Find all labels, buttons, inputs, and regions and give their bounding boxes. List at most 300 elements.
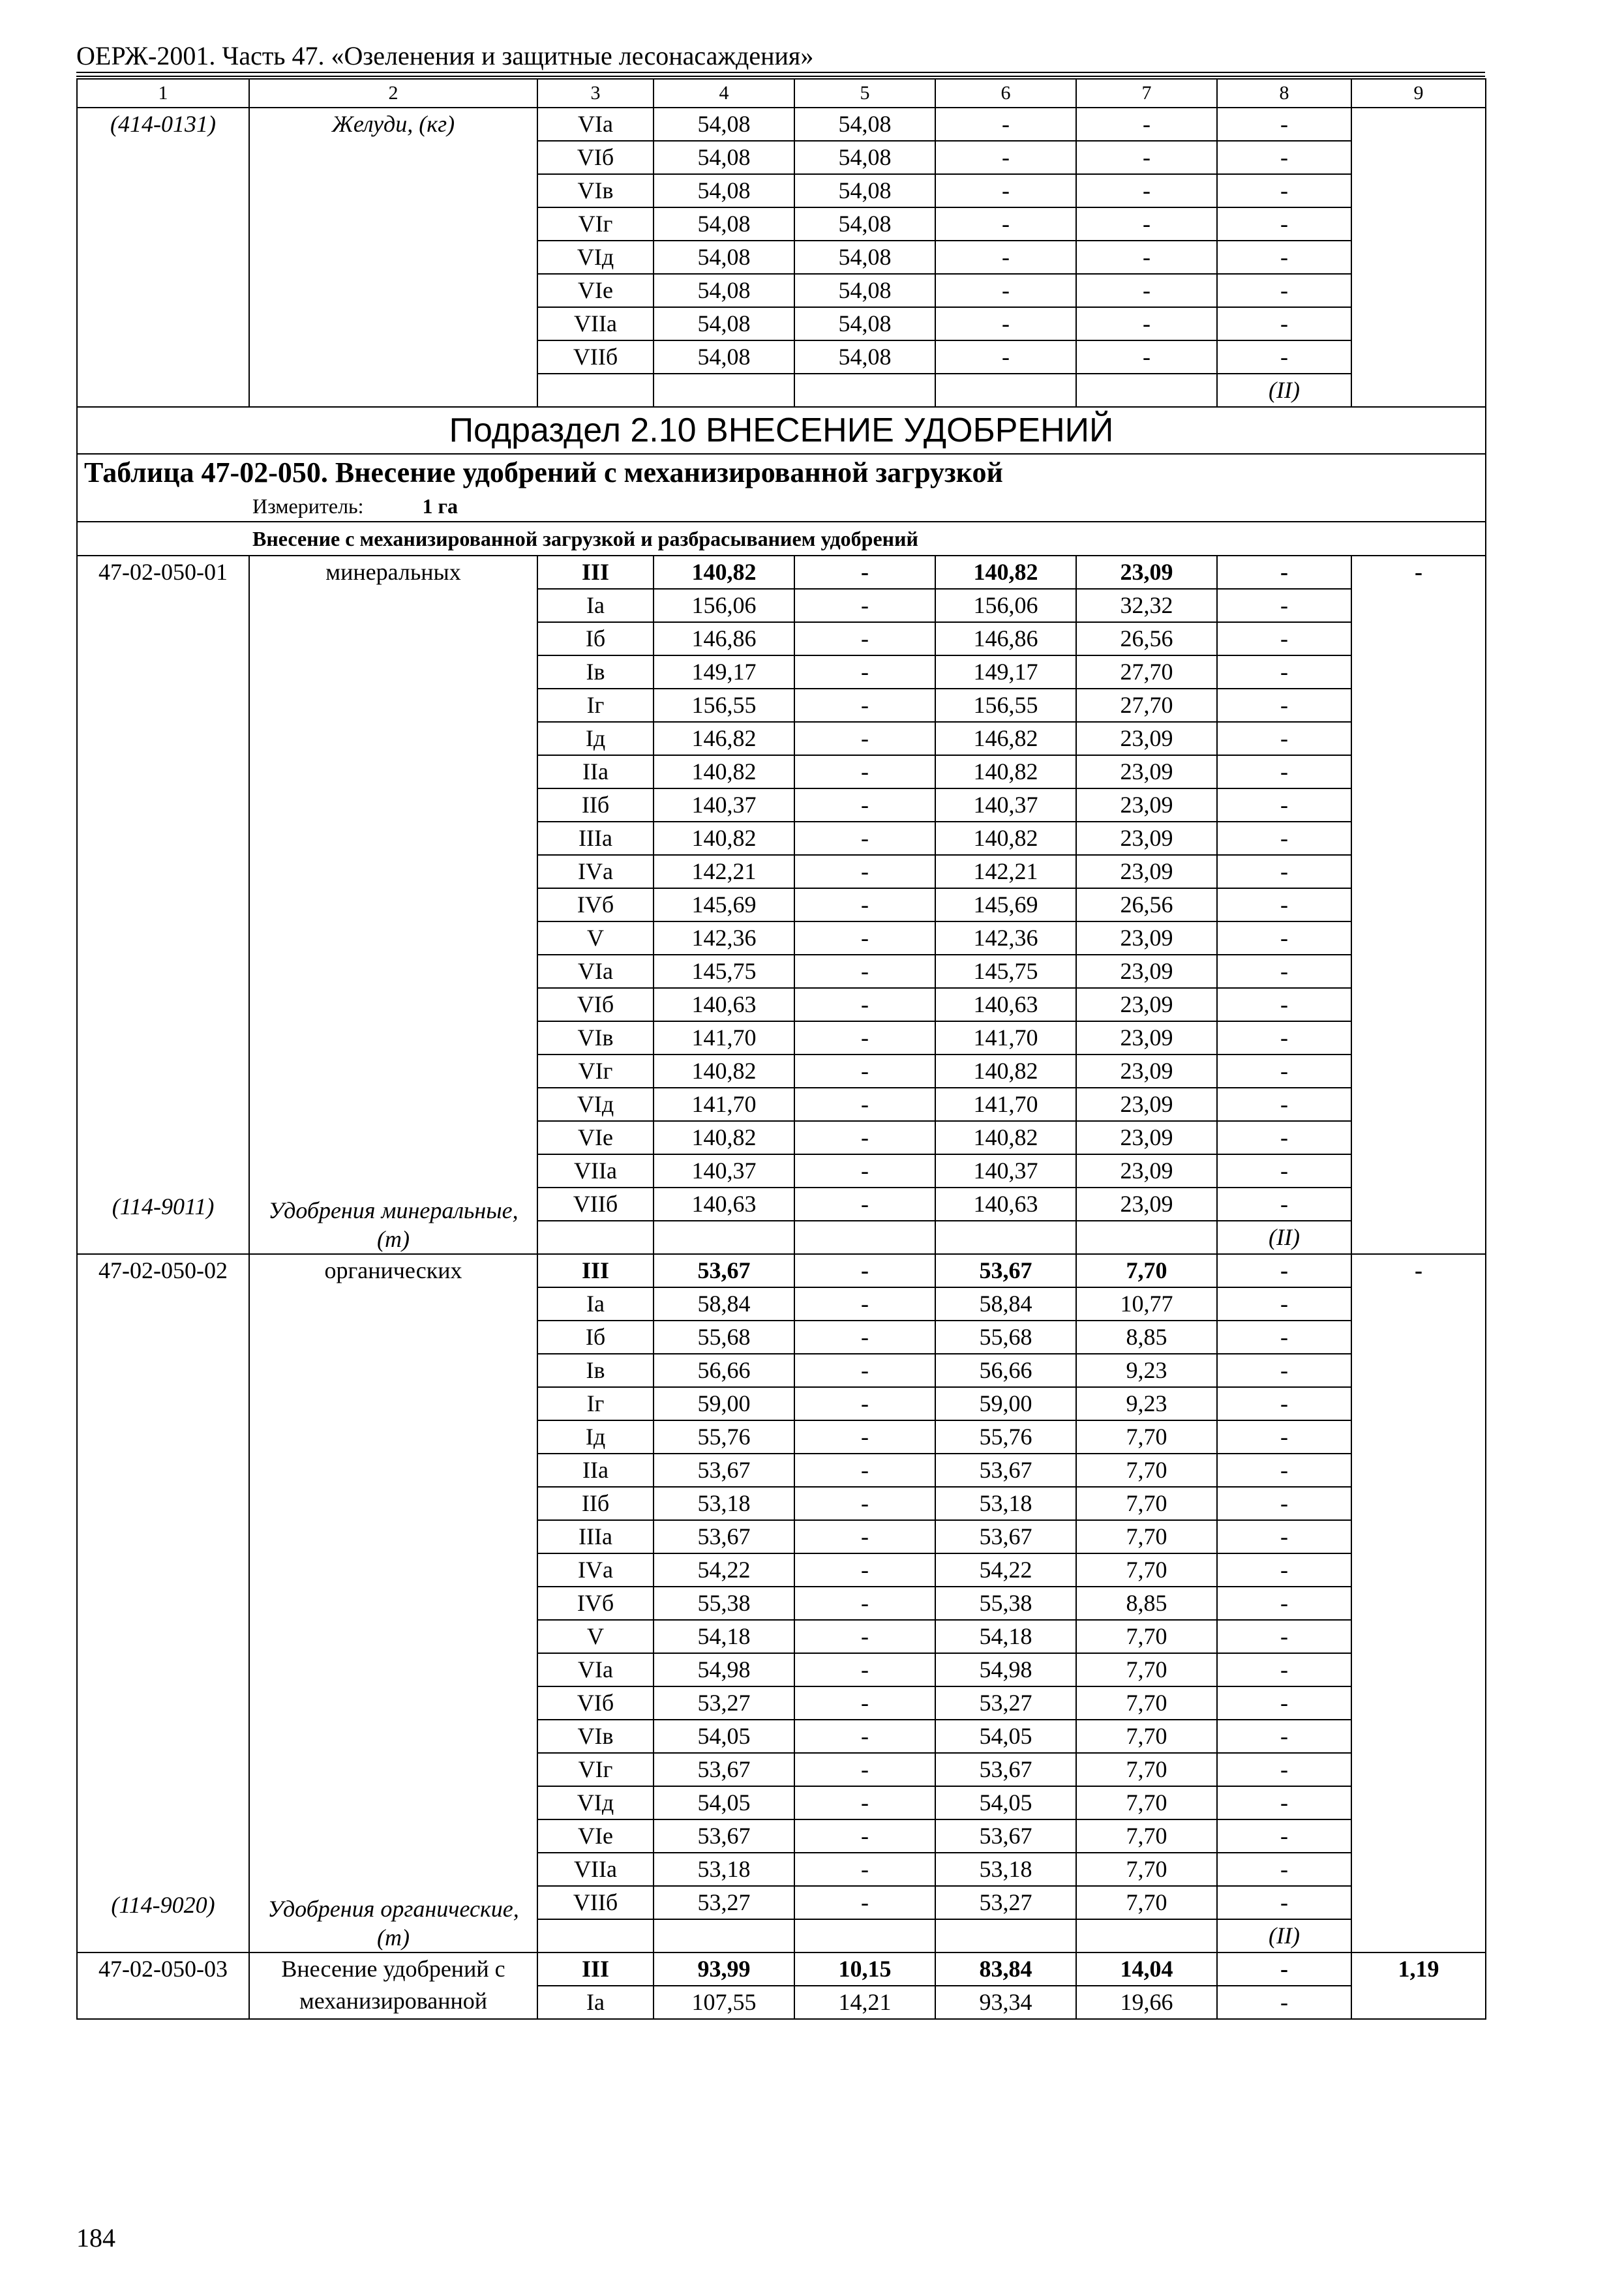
table-title: Таблица 47-02-050. Внесение удобрений с механизированной загрузкой (84, 456, 1003, 488)
zone-cell: IIIа (537, 1520, 654, 1553)
value-cell: - (1217, 1088, 1351, 1121)
zone-cell: Iб (537, 622, 654, 655)
empty-cell (935, 1221, 1076, 1254)
zone-cell: IIIа (537, 822, 654, 855)
item-name: минеральных (325, 559, 461, 585)
zone-cell: IVа (537, 855, 654, 888)
empty-cell (794, 1919, 935, 1952)
zone-cell: VIб (537, 988, 654, 1021)
value-cell: 53,67 (654, 1520, 794, 1553)
value-cell: 53,67 (654, 1254, 794, 1287)
value-cell: 32,32 (1076, 589, 1217, 622)
zone-cell: VIг (537, 207, 654, 241)
zone-cell: VIд (537, 241, 654, 274)
value-cell: - (1217, 174, 1351, 207)
zone-cell: VIг (537, 1753, 654, 1786)
value-cell: - (794, 822, 935, 855)
value-cell: 146,86 (935, 622, 1076, 655)
value-cell: - (794, 1420, 935, 1454)
empty-cell (537, 1919, 654, 1952)
value-cell: - (935, 241, 1076, 274)
zone-cell: IIб (537, 1487, 654, 1520)
value-cell: - (1076, 141, 1217, 174)
value-cell: 54,08 (794, 241, 935, 274)
empty-code-cell (77, 108, 249, 407)
column-number: 3 (537, 79, 654, 108)
zone-cell: Iв (537, 655, 654, 689)
empty-name-cell (249, 108, 537, 407)
value-cell: - (1076, 307, 1217, 340)
value-cell: 7,70 (1076, 1786, 1217, 1819)
item-code-cell (77, 1254, 249, 1952)
zone-cell: VIIб (537, 1188, 654, 1221)
value-cell: - (794, 1121, 935, 1154)
value-cell: 56,66 (935, 1354, 1076, 1387)
col9-value: 1,19 (1351, 1952, 1486, 2019)
subsection-title: Подраздел 2.10 ВНЕСЕНИЕ УДОБРЕНИЙ (77, 407, 1486, 454)
value-cell: 141,70 (935, 1021, 1076, 1055)
value-cell: 23,09 (1076, 921, 1217, 955)
resource-note: (II) (1217, 374, 1351, 407)
value-cell: - (1217, 589, 1351, 622)
empty-cell (1076, 1919, 1217, 1952)
value-cell: 55,76 (654, 1420, 794, 1454)
value-cell: - (794, 556, 935, 589)
value-cell: 10,77 (1076, 1287, 1217, 1321)
zone-cell: Iд (537, 722, 654, 755)
value-cell: - (794, 1021, 935, 1055)
value-cell: 54,08 (794, 274, 935, 307)
zone-cell: VIа (537, 108, 654, 141)
zone-cell: Iа (537, 1287, 654, 1321)
value-cell: - (1217, 755, 1351, 788)
zone-cell: III (537, 556, 654, 589)
table-title-row (77, 454, 1486, 522)
value-cell: 59,00 (935, 1387, 1076, 1420)
zone-cell: VIIб (537, 1886, 654, 1919)
value-cell: 23,09 (1076, 1121, 1217, 1154)
value-cell: - (1217, 1753, 1351, 1786)
value-cell: - (794, 1088, 935, 1121)
value-cell: 54,08 (654, 340, 794, 374)
value-cell: 140,37 (935, 788, 1076, 822)
value-cell: 140,82 (935, 556, 1076, 589)
value-cell: 142,21 (935, 855, 1076, 888)
zone-cell: VIв (537, 174, 654, 207)
value-cell: 55,68 (654, 1321, 794, 1354)
value-cell: 7,70 (1076, 1686, 1217, 1720)
value-cell: 54,05 (654, 1786, 794, 1819)
value-cell: 53,18 (935, 1853, 1076, 1886)
value-cell: - (1217, 274, 1351, 307)
value-cell: - (1217, 1354, 1351, 1387)
table-row (77, 108, 1486, 141)
zone-cell: VIб (537, 141, 654, 174)
value-cell: 140,63 (935, 1188, 1076, 1221)
value-cell: 7,70 (1076, 1487, 1217, 1520)
value-cell: - (1217, 340, 1351, 374)
value-cell: - (1217, 1819, 1351, 1853)
subsection-row (77, 407, 1486, 454)
value-cell: 7,70 (1076, 1653, 1217, 1686)
zone-cell: Iа (537, 589, 654, 622)
zone-cell: Iг (537, 689, 654, 722)
value-cell: 140,82 (935, 755, 1076, 788)
zone-cell: IVб (537, 1587, 654, 1620)
zone-cell: VIе (537, 1121, 654, 1154)
zone-cell: IIа (537, 755, 654, 788)
value-cell: - (794, 1387, 935, 1420)
zone-cell: IIб (537, 788, 654, 822)
value-cell: 53,27 (935, 1686, 1076, 1720)
value-cell: 23,09 (1076, 788, 1217, 822)
value-cell: - (935, 141, 1076, 174)
value-cell: 140,37 (654, 788, 794, 822)
value-cell: 54,08 (654, 207, 794, 241)
value-cell: 54,08 (794, 141, 935, 174)
value-cell: 58,84 (654, 1287, 794, 1321)
page-number: 184 (76, 2223, 115, 2252)
value-cell: - (1217, 888, 1351, 921)
value-cell: 19,66 (1076, 1986, 1217, 2019)
value-cell: 23,09 (1076, 1021, 1217, 1055)
zone-cell: Iг (537, 1387, 654, 1420)
value-cell: - (794, 1287, 935, 1321)
norms-table (76, 78, 1486, 2020)
value-cell: 140,63 (935, 988, 1076, 1021)
value-cell: 10,15 (794, 1952, 935, 1986)
section-label: Внесение с механизированной загрузкой и разбрасыванием удобрений (77, 522, 1486, 556)
empty-cell (537, 374, 654, 407)
section-label-row (77, 522, 1486, 556)
value-cell: 54,05 (935, 1720, 1076, 1753)
table-title-cell (77, 454, 1486, 522)
value-cell: 54,22 (935, 1553, 1076, 1587)
zone-cell: VIд (537, 1786, 654, 1819)
value-cell: - (935, 207, 1076, 241)
value-cell: 53,67 (654, 1454, 794, 1487)
value-cell: 7,70 (1076, 1720, 1217, 1753)
value-cell: - (1217, 921, 1351, 955)
value-cell: - (794, 955, 935, 988)
value-cell: - (794, 921, 935, 955)
column-numbers-row (77, 79, 1486, 108)
zone-cell: VIIа (537, 1853, 654, 1886)
value-cell: 140,82 (654, 1121, 794, 1154)
value-cell: - (794, 722, 935, 755)
item-name-line: механизированной (299, 1988, 488, 2014)
value-cell: - (794, 1853, 935, 1886)
value-cell: - (794, 1154, 935, 1188)
value-cell: 54,98 (654, 1653, 794, 1686)
empty-cell (794, 374, 935, 407)
value-cell: - (794, 655, 935, 689)
value-cell: 55,76 (935, 1420, 1076, 1454)
zone-cell: Iа (537, 1986, 654, 2019)
value-cell: 53,27 (935, 1886, 1076, 1919)
value-cell: - (1217, 1986, 1351, 2019)
table-row (77, 1254, 1486, 1287)
value-cell: - (1217, 689, 1351, 722)
value-cell: - (935, 174, 1076, 207)
value-cell: 23,09 (1076, 1154, 1217, 1188)
value-cell: 8,85 (1076, 1321, 1217, 1354)
value-cell: 55,38 (654, 1587, 794, 1620)
value-cell: - (794, 1753, 935, 1786)
value-cell: 27,70 (1076, 689, 1217, 722)
value-cell: - (794, 755, 935, 788)
value-cell: - (794, 1520, 935, 1553)
value-cell: 54,08 (794, 174, 935, 207)
value-cell: - (794, 1819, 935, 1853)
zone-cell: VIе (537, 274, 654, 307)
zone-cell: VIIб (537, 340, 654, 374)
value-cell: 23,09 (1076, 955, 1217, 988)
value-cell: 83,84 (935, 1952, 1076, 1986)
value-cell: - (1217, 1620, 1351, 1653)
item-name-cell (249, 1952, 537, 2019)
value-cell: - (1217, 855, 1351, 888)
value-cell: - (794, 988, 935, 1021)
value-cell: 146,82 (935, 722, 1076, 755)
item-code-cell (77, 556, 249, 1254)
zone-cell: Iв (537, 1354, 654, 1387)
value-cell: 54,08 (654, 174, 794, 207)
value-cell: 59,00 (654, 1387, 794, 1420)
value-cell: - (794, 855, 935, 888)
value-cell: - (1217, 1653, 1351, 1686)
value-cell: - (794, 1055, 935, 1088)
value-cell: 140,82 (935, 1121, 1076, 1154)
value-cell: - (794, 1686, 935, 1720)
value-cell: 53,18 (654, 1487, 794, 1520)
value-cell: - (1217, 1520, 1351, 1553)
value-cell: - (1217, 722, 1351, 755)
value-cell: 55,38 (935, 1587, 1076, 1620)
value-cell: - (794, 1354, 935, 1387)
resource-name: Желуди, (кг) (331, 111, 455, 137)
empty-cell (1076, 1221, 1217, 1254)
value-cell: - (1217, 1487, 1351, 1520)
value-cell: - (794, 1321, 935, 1354)
value-cell: 7,70 (1076, 1753, 1217, 1786)
value-cell: - (1217, 788, 1351, 822)
zone-cell: VIв (537, 1021, 654, 1055)
value-cell: 9,23 (1076, 1387, 1217, 1420)
value-cell: 26,56 (1076, 622, 1217, 655)
resource-code: (414-0131) (110, 111, 216, 137)
value-cell: 142,36 (654, 921, 794, 955)
value-cell: - (794, 1720, 935, 1753)
value-cell: 53,18 (935, 1487, 1076, 1520)
value-cell: 54,08 (654, 274, 794, 307)
zone-cell: VIд (537, 1088, 654, 1121)
value-cell: 145,69 (935, 888, 1076, 921)
value-cell: 156,55 (654, 689, 794, 722)
value-cell: - (935, 274, 1076, 307)
value-cell: 14,04 (1076, 1952, 1217, 1986)
value-cell: 23,09 (1076, 1088, 1217, 1121)
item-name: органических (324, 1257, 462, 1283)
value-cell: 149,17 (935, 655, 1076, 689)
value-cell: 7,70 (1076, 1620, 1217, 1653)
item-code-cell (77, 1952, 249, 2019)
item-name-line: Внесение удобрений с (281, 1956, 505, 1982)
value-cell: - (1217, 141, 1351, 174)
table-row (77, 556, 1486, 589)
value-cell: - (794, 888, 935, 921)
value-cell: - (1217, 307, 1351, 340)
value-cell: 107,55 (654, 1986, 794, 2019)
value-cell: 23,09 (1076, 1055, 1217, 1088)
column-number: 4 (654, 79, 794, 108)
column-number: 2 (249, 79, 537, 108)
value-cell: - (1217, 1254, 1351, 1287)
value-cell: 54,08 (794, 307, 935, 340)
value-cell: 54,08 (794, 340, 935, 374)
resource-code: (114-9020) (111, 1892, 215, 1918)
value-cell: 53,27 (654, 1686, 794, 1720)
column-number: 1 (77, 79, 249, 108)
value-cell: - (1217, 1387, 1351, 1420)
value-cell: 23,09 (1076, 988, 1217, 1021)
value-cell: 140,82 (654, 1055, 794, 1088)
resource-note: (II) (1217, 1919, 1351, 1952)
value-cell: 54,08 (654, 241, 794, 274)
value-cell: - (1217, 1287, 1351, 1321)
value-cell: - (1217, 1021, 1351, 1055)
value-cell: - (1217, 207, 1351, 241)
zone-cell: III (537, 1952, 654, 1986)
value-cell: - (935, 307, 1076, 340)
value-cell: 146,82 (654, 722, 794, 755)
unit-label: Измеритель: (252, 494, 364, 518)
item-code: 47-02-050-02 (98, 1257, 228, 1283)
value-cell: 23,09 (1076, 822, 1217, 855)
value-cell: 7,70 (1076, 1553, 1217, 1587)
value-cell: 7,70 (1076, 1454, 1217, 1487)
zone-cell: IVб (537, 888, 654, 921)
value-cell: - (1217, 1952, 1351, 1986)
zone-cell: V (537, 1620, 654, 1653)
value-cell: 54,08 (794, 207, 935, 241)
value-cell: - (935, 340, 1076, 374)
value-cell: 156,06 (654, 589, 794, 622)
unit-line (82, 491, 1481, 521)
col9-value: - (1351, 556, 1486, 1254)
value-cell: 27,70 (1076, 655, 1217, 689)
value-cell: - (1217, 1188, 1351, 1221)
value-cell: - (1217, 108, 1351, 141)
value-cell: 23,09 (1076, 556, 1217, 589)
value-cell: 23,09 (1076, 1188, 1217, 1221)
zone-cell: III (537, 1254, 654, 1287)
value-cell: - (794, 1254, 935, 1287)
value-cell: - (794, 1487, 935, 1520)
value-cell: - (794, 1454, 935, 1487)
value-cell: 54,18 (935, 1620, 1076, 1653)
zone-cell: VIб (537, 1686, 654, 1720)
header-rule-2 (76, 76, 1485, 77)
column-number: 7 (1076, 79, 1217, 108)
value-cell: 54,08 (654, 108, 794, 141)
empty-cell (1076, 374, 1217, 407)
value-cell: 146,86 (654, 622, 794, 655)
zone-cell: V (537, 921, 654, 955)
value-cell: 145,69 (654, 888, 794, 921)
value-cell: - (794, 788, 935, 822)
value-cell: - (1217, 1786, 1351, 1819)
value-cell: 53,67 (935, 1454, 1076, 1487)
value-cell: 140,37 (935, 1154, 1076, 1188)
value-cell: - (794, 1620, 935, 1653)
value-cell: 142,21 (654, 855, 794, 888)
value-cell: 54,08 (654, 307, 794, 340)
value-cell: 7,70 (1076, 1853, 1217, 1886)
zone-cell: Iб (537, 1321, 654, 1354)
value-cell: 53,67 (935, 1520, 1076, 1553)
value-cell: - (1076, 174, 1217, 207)
value-cell: 93,34 (935, 1986, 1076, 2019)
value-cell: 7,70 (1076, 1520, 1217, 1553)
value-cell: 140,82 (654, 755, 794, 788)
value-cell: - (1076, 274, 1217, 307)
value-cell: - (935, 108, 1076, 141)
value-cell: 23,09 (1076, 722, 1217, 755)
value-cell: - (794, 589, 935, 622)
value-cell: - (1217, 1587, 1351, 1620)
value-cell: - (1217, 556, 1351, 589)
value-cell: - (1217, 1686, 1351, 1720)
value-cell: 53,67 (654, 1753, 794, 1786)
item-name-cell (249, 1254, 537, 1952)
value-cell: 54,08 (654, 141, 794, 174)
value-cell: 53,18 (654, 1853, 794, 1886)
empty-cell (935, 374, 1076, 407)
value-cell: - (1217, 988, 1351, 1021)
value-cell: - (794, 1653, 935, 1686)
value-cell: - (1076, 241, 1217, 274)
value-cell: - (794, 1188, 935, 1221)
value-cell: - (1217, 655, 1351, 689)
value-cell: - (1217, 955, 1351, 988)
value-cell: - (1217, 1553, 1351, 1587)
value-cell: 54,05 (935, 1786, 1076, 1819)
resource-name: Удобрения органические, (т) (267, 1896, 519, 1951)
value-cell: 7,70 (1076, 1886, 1217, 1919)
value-cell: 7,70 (1076, 1254, 1217, 1287)
value-cell: - (1217, 1121, 1351, 1154)
value-cell: 14,21 (794, 1986, 935, 2019)
column-number: 6 (935, 79, 1076, 108)
value-cell: - (1076, 207, 1217, 241)
value-cell: 93,99 (654, 1952, 794, 1986)
empty-col9-cell (1351, 108, 1486, 407)
zone-cell: VIг (537, 1055, 654, 1088)
value-cell: 141,70 (935, 1088, 1076, 1121)
value-cell: - (1217, 1886, 1351, 1919)
value-cell: - (1217, 1420, 1351, 1454)
value-cell: 141,70 (654, 1088, 794, 1121)
header-rule (76, 72, 1485, 73)
value-cell: 54,05 (654, 1720, 794, 1753)
value-cell: 55,68 (935, 1321, 1076, 1354)
zone-cell: VIIа (537, 307, 654, 340)
zone-cell: VIв (537, 1720, 654, 1753)
value-cell: - (1076, 108, 1217, 141)
value-cell: 140,37 (654, 1154, 794, 1188)
value-cell: - (1217, 241, 1351, 274)
